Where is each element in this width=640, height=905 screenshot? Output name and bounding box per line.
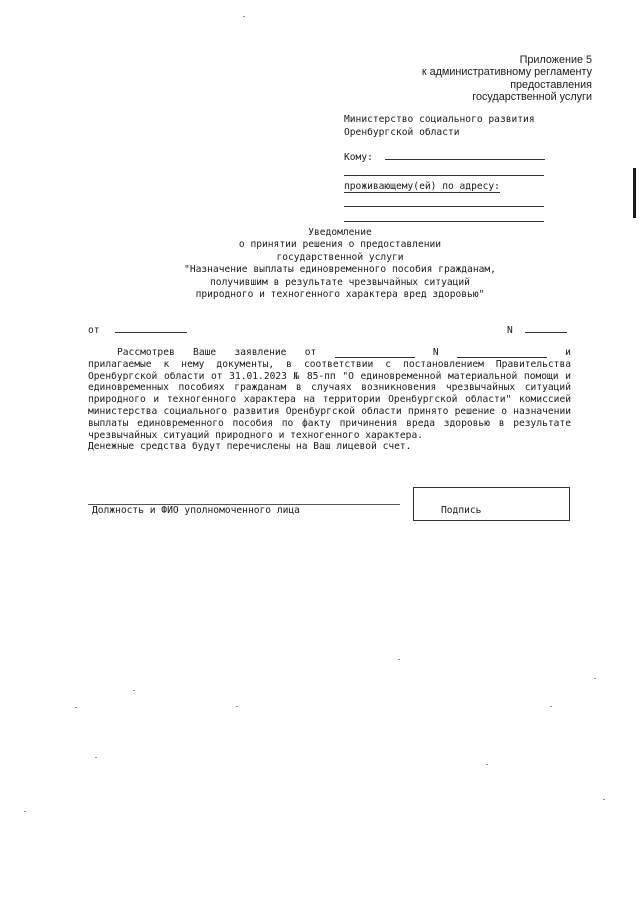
body-word-reviewed: Рассмотрев: [117, 347, 175, 358]
scan-speck: [24, 811, 26, 812]
appendix-line-1: Приложение 5: [519, 54, 592, 66]
scan-speck: [486, 764, 488, 765]
appendix-header: [422, 54, 592, 103]
scan-speck: [95, 757, 97, 758]
date-from-label: от: [88, 325, 100, 336]
body-word-your: Ваше: [193, 347, 217, 358]
body-word-application: заявление: [234, 347, 287, 358]
address-field-line-2[interactable]: [344, 211, 544, 222]
scan-edge-mark: [633, 168, 636, 218]
scan-speck: [550, 706, 552, 707]
scan-speck: [133, 690, 135, 691]
recipient-org-line-2: Оренбургской области: [344, 126, 460, 138]
signature-box[interactable]: [413, 487, 570, 521]
body-word-from: от: [304, 347, 317, 358]
title-line-3: государственной услуги: [276, 251, 404, 263]
application-number-field[interactable]: [457, 347, 547, 358]
title-line-1: Уведомление: [308, 227, 372, 238]
scan-speck: [398, 659, 400, 660]
official-label: Должность и ФИО уполномоченного лица: [92, 505, 300, 516]
number-field[interactable]: [525, 322, 567, 333]
to-field[interactable]: [385, 149, 545, 160]
title-line-6: природного и техногенного характера вред здоровью": [195, 289, 485, 301]
number-label: N: [507, 325, 513, 336]
to-label: Кому:: [344, 152, 373, 163]
scan-speck: [243, 16, 245, 17]
scan-speck: [75, 707, 77, 708]
signature-label: Подпись: [441, 505, 482, 516]
date-from: [88, 322, 187, 336]
title-line-4: "Назначение выплаты единовременного пособия гражданам,: [184, 264, 496, 276]
body-paragraph: прилагаемые к нему документы, в соответствии с постановлением Правительства Оренбургской области от 31.01.2023 № 85-пп "О единовременной материальной помощи и единовременных пособиях гражданам в случаях возникновения чрезвычайных ситуаций природного и техногенного характера на территории Оренбургской области" комиссией министерства социального развития Оренбургской области принято решение о назначении выплаты единовременного пособия по факту причинения вреда здоровью в результате чрезвычайных ситуаций природного и техногенного характера.: [88, 358, 571, 441]
appendix-line-2: к административному регламенту: [421, 66, 592, 79]
body-word-and: и: [565, 347, 571, 358]
title-line-2: о принятии решения о предоставлении: [238, 239, 442, 251]
appendix-line-4: государственной услуги: [472, 90, 592, 103]
address-label: проживающему(ей) по адресу:: [344, 181, 500, 192]
address-field-line-1[interactable]: [344, 196, 544, 207]
application-date-field[interactable]: [335, 347, 415, 358]
scan-speck: [603, 799, 605, 800]
scan-speck: [594, 678, 596, 679]
to-field-line-2[interactable]: [344, 165, 544, 176]
appendix-line-3: предоставления: [510, 78, 592, 91]
date-field[interactable]: [115, 322, 187, 333]
scan-speck: [236, 706, 238, 707]
title-line-5: получившим в результате чрезвычайных ситуаций: [210, 276, 470, 288]
notice-body: [88, 347, 571, 453]
document-number: [507, 322, 567, 336]
notice-title: [150, 227, 530, 301]
body-word-number: N: [432, 347, 439, 358]
recipient-block: [344, 114, 545, 227]
recipient-org-line-1: Министерство социального развития: [344, 114, 535, 125]
body-final-sentence: Денежные средства будут перечислены на Ваш лицевой счет.: [88, 441, 412, 453]
body-first-line: [88, 347, 571, 359]
